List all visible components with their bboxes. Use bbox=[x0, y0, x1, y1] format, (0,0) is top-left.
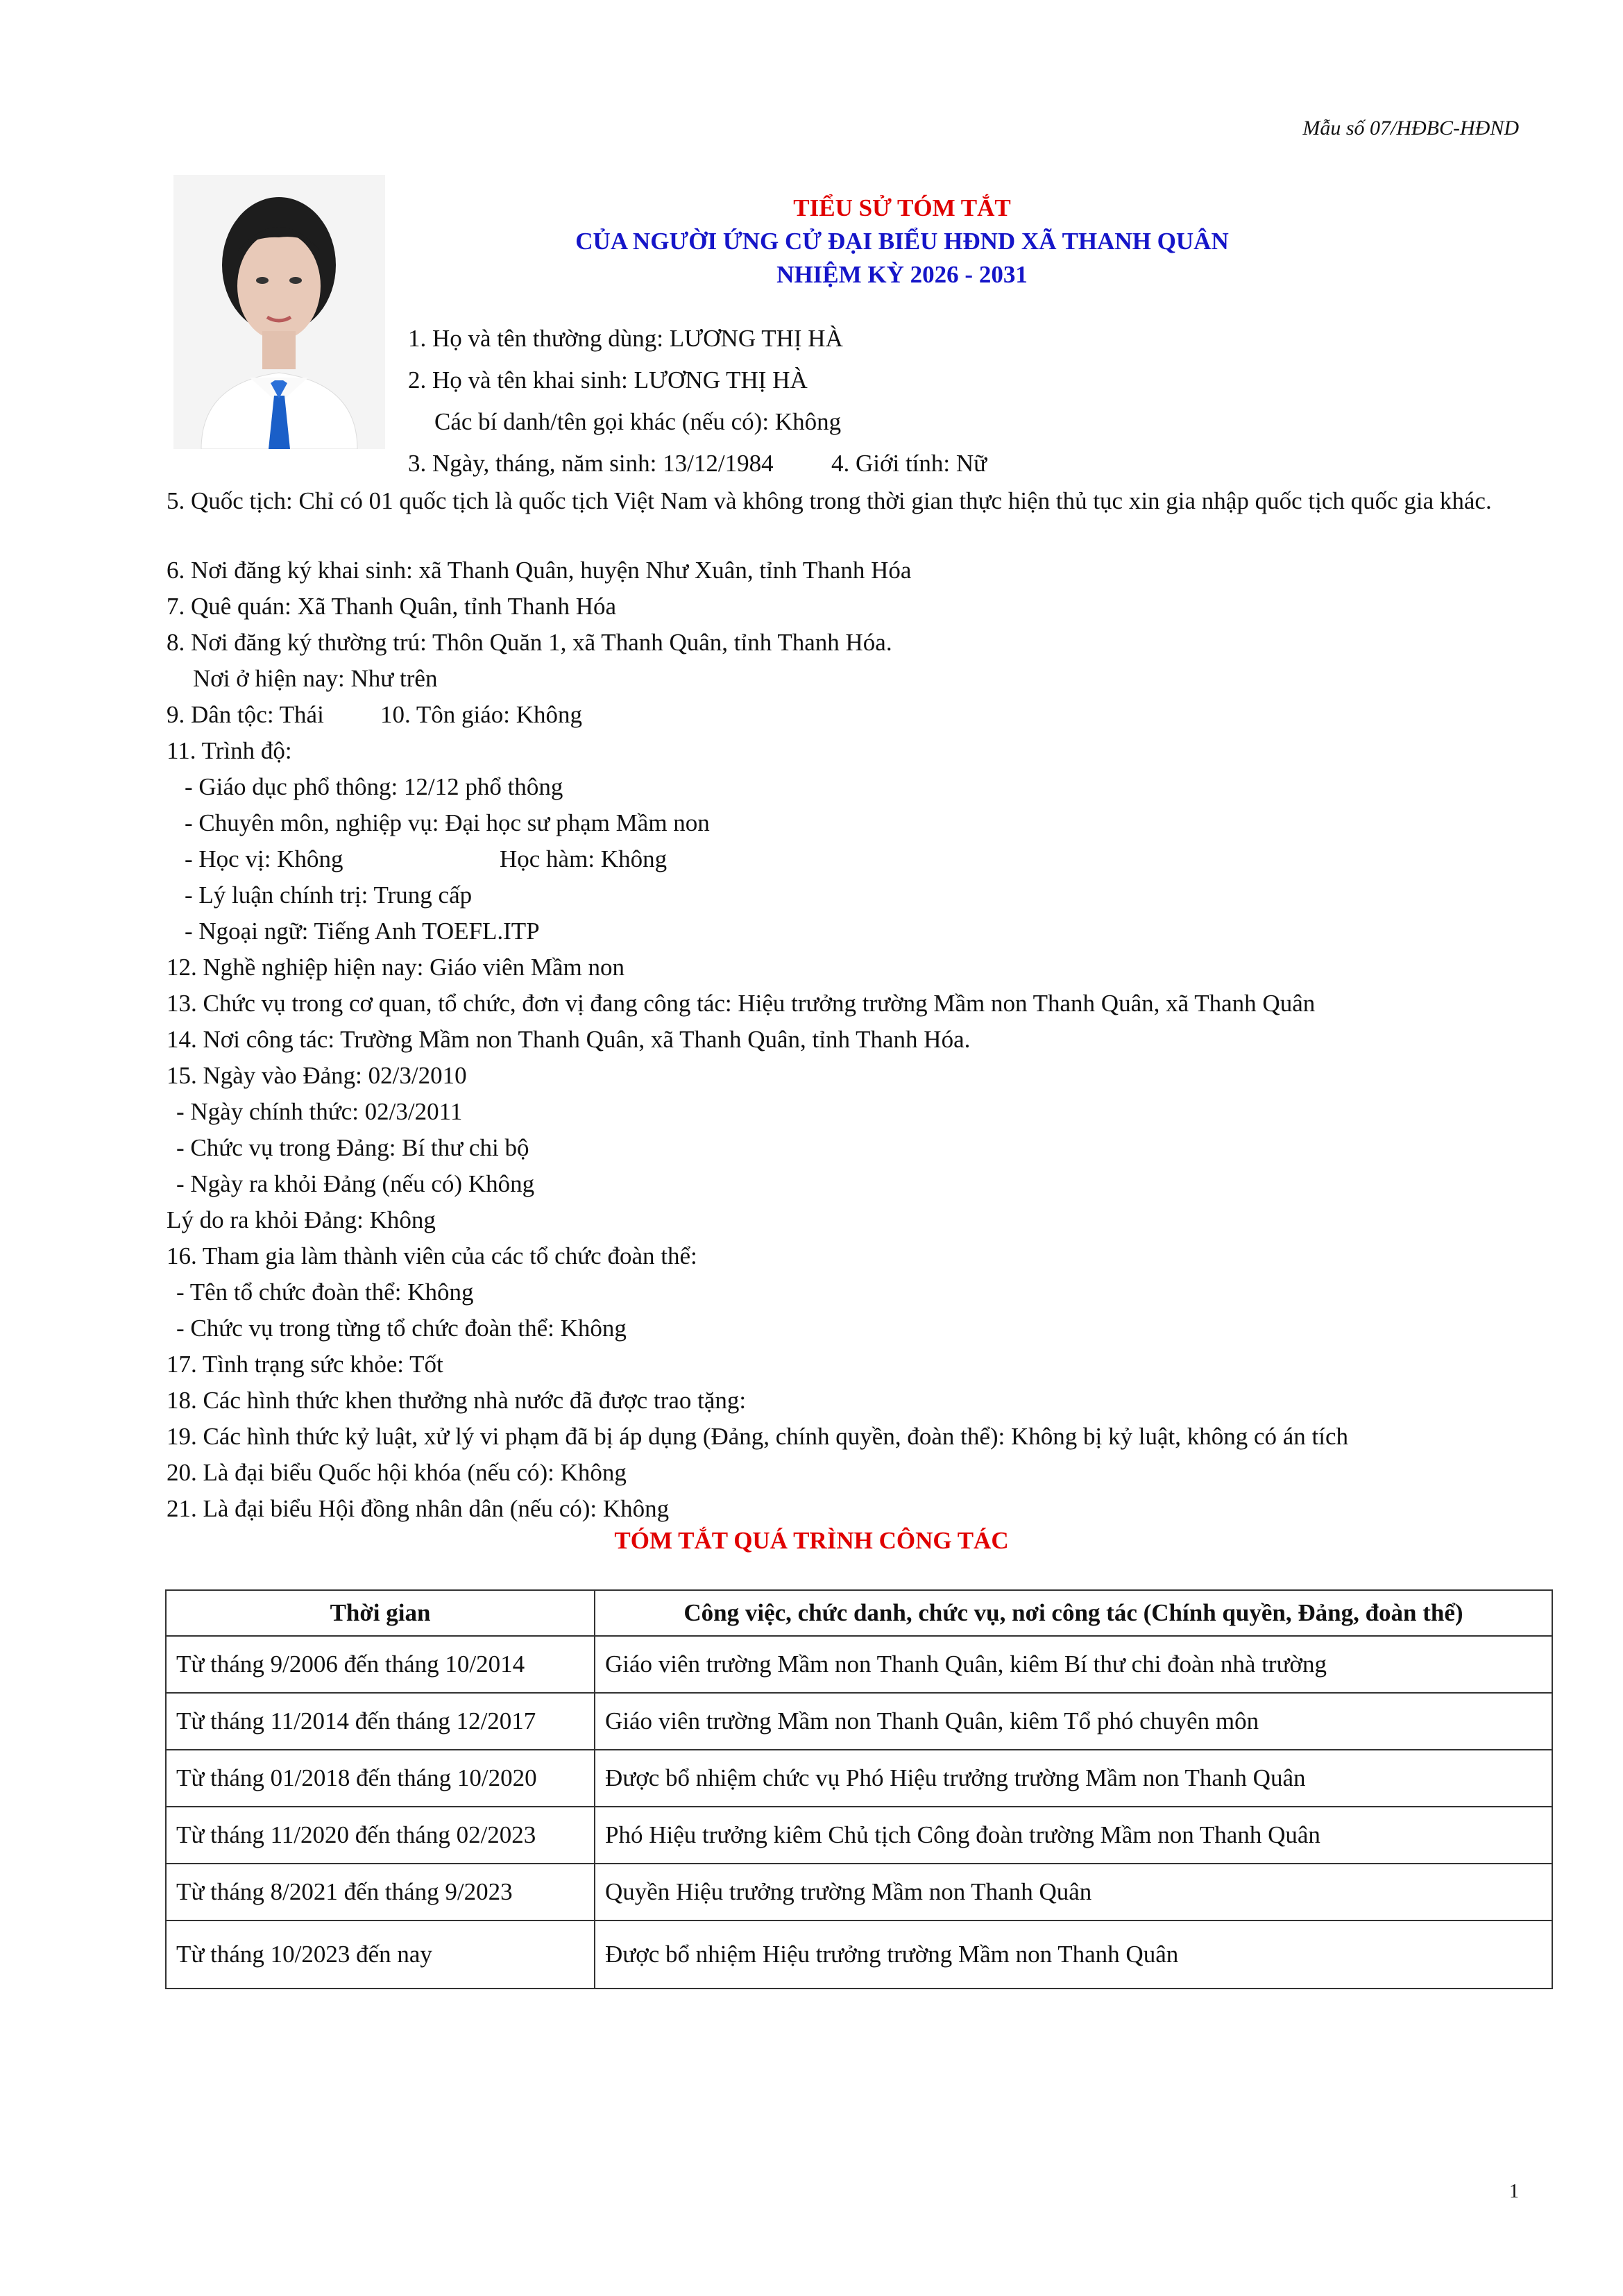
row-position: Được bổ nhiệm Hiệu trưởng trường Mầm non Thanh Quân bbox=[595, 1921, 1552, 1989]
header-position: Công việc, chức danh, chức vụ, nơi công tác (Chính quyền, Đảng, đoàn thể) bbox=[595, 1590, 1552, 1636]
form-code: Mẫu số 07/HĐBC-HĐND bbox=[1302, 117, 1519, 140]
field-11c-rank: Học hàm: Không bbox=[500, 845, 668, 872]
field-14: 14. Nơi công tác: Trường Mầm non Thanh Quân, xã Thanh Quân, tỉnh Thanh Hóa. bbox=[167, 1026, 971, 1053]
field-1: 1. Họ và tên thường dùng: LƯƠNG THỊ HÀ bbox=[408, 325, 843, 352]
row-time: Từ tháng 11/2020 đến tháng 02/2023 bbox=[166, 1807, 595, 1864]
row-position: Được bổ nhiệm chức vụ Phó Hiệu trưởng trường Mầm non Thanh Quân bbox=[595, 1750, 1552, 1807]
work-history-title: TÓM TẮT QUÁ TRÌNH CÔNG TÁC bbox=[614, 1527, 1009, 1554]
work-history-table bbox=[165, 1589, 1553, 1989]
field-20: 20. Là đại biểu Quốc hội khóa (nếu có): Không bbox=[167, 1459, 627, 1486]
row-position: Giáo viên trường Mầm non Thanh Quân, kiêm Bí thư chi đoàn nhà trường bbox=[595, 1636, 1552, 1693]
row-position: Phó Hiệu trưởng kiêm Chủ tịch Công đoàn trường Mầm non Thanh Quân bbox=[595, 1807, 1552, 1864]
field-2-alias: Các bí danh/tên gọi khác (nếu có): Không bbox=[434, 408, 842, 435]
page-number: 1 bbox=[1509, 2181, 1519, 2202]
field-12: 12. Nghề nghiệp hiện nay: Giáo viên Mầm non bbox=[167, 954, 625, 981]
table-row bbox=[166, 1807, 1552, 1864]
field-4: 4. Giới tính: Nữ bbox=[831, 450, 987, 477]
field-9: 9. Dân tộc: Thái bbox=[167, 701, 324, 728]
field-8-current: Nơi ở hiện nay: Như trên bbox=[193, 665, 438, 692]
field-15a: - Ngày chính thức: 02/3/2011 bbox=[176, 1098, 463, 1125]
field-15: 15. Ngày vào Đảng: 02/3/2010 bbox=[167, 1062, 467, 1089]
field-18: 18. Các hình thức khen thưởng nhà nước đã được trao tặng: bbox=[167, 1387, 747, 1414]
field-11: 11. Trình độ: bbox=[167, 737, 292, 764]
title-line-1: TIỂU SỬ TÓM TẮT bbox=[793, 194, 1011, 221]
field-16a: - Tên tổ chức đoàn thể: Không bbox=[176, 1278, 474, 1306]
field-11c-degree: - Học vị: Không bbox=[185, 845, 343, 872]
field-11e: - Ngoại ngữ: Tiếng Anh TOEFL.ITP bbox=[185, 918, 540, 945]
field-11a: - Giáo dục phổ thông: 12/12 phổ thông bbox=[185, 773, 563, 800]
table-row bbox=[166, 1864, 1552, 1921]
document-title bbox=[389, 192, 1416, 292]
field-10: 10. Tôn giáo: Không bbox=[380, 701, 583, 728]
field-17: 17. Tình trạng sức khỏe: Tốt bbox=[167, 1351, 443, 1378]
field-15c: - Ngày ra khỏi Đảng (nếu có) Không bbox=[176, 1170, 535, 1197]
field-16: 16. Tham gia làm thành viên của các tổ chức đoàn thể: bbox=[167, 1242, 697, 1269]
field-5: 5. Quốc tịch: Chỉ có 01 quốc tịch là quốc tịch Việt Nam và không trong thời gian thực hiện thủ tục xin gia nhập quốc tịch quốc gia khác. bbox=[167, 487, 1492, 514]
header-time: Thời gian bbox=[166, 1590, 595, 1636]
portrait-photo bbox=[173, 175, 385, 449]
field-21: 21. Là đại biểu Hội đồng nhân dân (nếu có): Không bbox=[167, 1495, 670, 1522]
row-time: Từ tháng 10/2023 đến nay bbox=[166, 1921, 595, 1989]
field-2: 2. Họ và tên khai sinh: LƯƠNG THỊ HÀ bbox=[408, 366, 808, 394]
field-15b: - Chức vụ trong Đảng: Bí thư chi bộ bbox=[176, 1134, 529, 1161]
row-time: Từ tháng 8/2021 đến tháng 9/2023 bbox=[166, 1864, 595, 1921]
table-row bbox=[166, 1921, 1552, 1989]
field-11d: - Lý luận chính trị: Trung cấp bbox=[185, 881, 473, 909]
field-8: 8. Nơi đăng ký thường trú: Thôn Quăn 1, xã Thanh Quân, tỉnh Thanh Hóa. bbox=[167, 629, 892, 656]
table-row bbox=[166, 1693, 1552, 1750]
table-header-row bbox=[166, 1590, 1552, 1636]
field-3: 3. Ngày, tháng, năm sinh: 13/12/1984 bbox=[408, 450, 774, 477]
field-15d: Lý do ra khỏi Đảng: Không bbox=[167, 1206, 436, 1233]
field-11b: - Chuyên môn, nghiệp vụ: Đại học sư phạm Mầm non bbox=[185, 809, 710, 836]
row-time: Từ tháng 01/2018 đến tháng 10/2020 bbox=[166, 1750, 595, 1807]
row-position: Giáo viên trường Mầm non Thanh Quân, kiêm Tổ phó chuyên môn bbox=[595, 1693, 1552, 1750]
field-16b: - Chức vụ trong từng tổ chức đoàn thể: Không bbox=[176, 1315, 627, 1342]
row-position: Quyền Hiệu trưởng trường Mầm non Thanh Quân bbox=[595, 1864, 1552, 1921]
title-line-3: NHIỆM KỲ 2026 - 2031 bbox=[776, 261, 1028, 288]
title-line-2: CỦA NGƯỜI ỨNG CỬ ĐẠI BIỂU HĐND XÃ THANH QUÂN bbox=[575, 228, 1229, 255]
table-row bbox=[166, 1750, 1552, 1807]
row-time: Từ tháng 11/2014 đến tháng 12/2017 bbox=[166, 1693, 595, 1750]
field-6: 6. Nơi đăng ký khai sinh: xã Thanh Quân, huyện Như Xuân, tỉnh Thanh Hóa bbox=[167, 557, 912, 584]
row-time: Từ tháng 9/2006 đến tháng 10/2014 bbox=[166, 1636, 595, 1693]
field-7: 7. Quê quán: Xã Thanh Quân, tỉnh Thanh Hóa bbox=[167, 593, 617, 620]
field-13: 13. Chức vụ trong cơ quan, tổ chức, đơn vị đang công tác: Hiệu trưởng trường Mầm non Thanh Quân, xã Thanh Quân bbox=[167, 990, 1316, 1017]
table-row bbox=[166, 1636, 1552, 1693]
field-19: 19. Các hình thức kỷ luật, xử lý vi phạm đã bị áp dụng (Đảng, chính quyền, đoàn thể): Không bị kỷ luật, không có án tích bbox=[167, 1423, 1349, 1450]
